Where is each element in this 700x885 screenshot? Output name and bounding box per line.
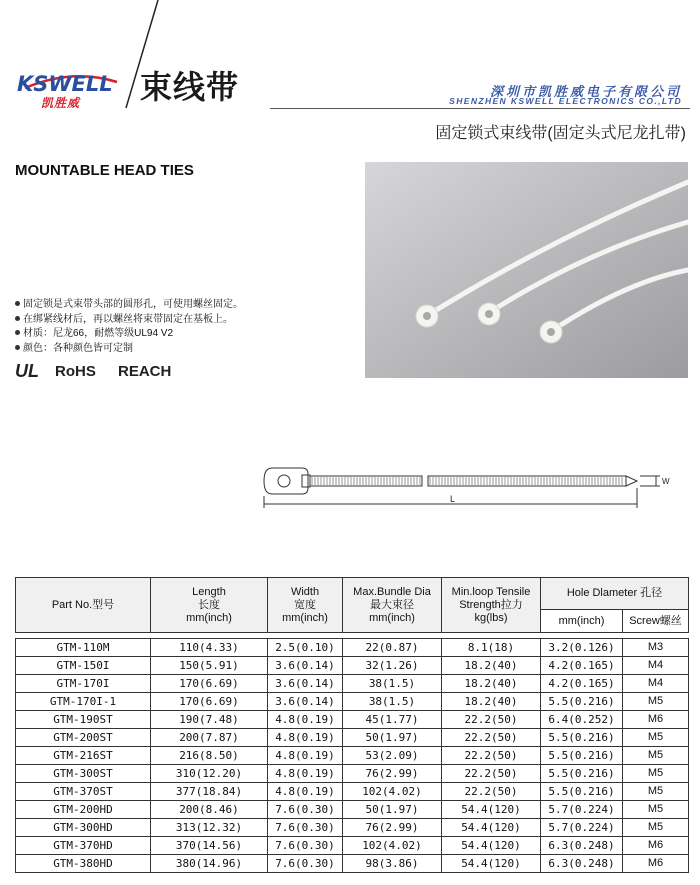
table-cell: 54.4(120): [442, 819, 541, 837]
logo-chinese-name: 凯胜威: [41, 96, 81, 110]
table-cell: 18.2(40): [442, 657, 541, 675]
table-cell: GTM-190ST: [16, 711, 151, 729]
header-part-no: Part No.型号: [16, 578, 151, 633]
table-cell: GTM-370HD: [16, 837, 151, 855]
rohs-mark: RoHS: [55, 363, 96, 380]
header-width: Width 宽度 mm(inch): [268, 578, 343, 633]
table-cell: M6: [623, 711, 689, 729]
table-row: [16, 819, 689, 837]
reach-mark: REACH: [118, 363, 172, 380]
table-cell: 22.2(50): [442, 765, 541, 783]
table-cell: GTM-370ST: [16, 783, 151, 801]
table-cell: 4.8(0.19): [268, 747, 343, 765]
table-row: [16, 711, 689, 729]
table-cell: 5.5(0.216): [541, 729, 623, 747]
table-cell: 377(18.84): [151, 783, 268, 801]
feature-list: [15, 298, 243, 356]
table-cell: M5: [623, 693, 689, 711]
table-cell: M5: [623, 747, 689, 765]
table-cell: 150(5.91): [151, 657, 268, 675]
table-cell: 32(1.26): [343, 657, 442, 675]
table-cell: 8.1(18): [442, 639, 541, 657]
table-cell: 4.8(0.19): [268, 765, 343, 783]
table-cell: 4.8(0.19): [268, 783, 343, 801]
logo-wordmark: KSWELL: [17, 72, 113, 96]
table-cell: 170(6.69): [151, 693, 268, 711]
table-row: [16, 837, 689, 855]
table-cell: 53(2.09): [343, 747, 442, 765]
table-cell: 50(1.97): [343, 801, 442, 819]
bullet-icon: [15, 345, 20, 350]
product-title: MOUNTABLE HEAD TIES: [15, 162, 194, 179]
page-title: 束线带: [140, 68, 240, 106]
product-photo: [365, 162, 688, 378]
table-row: [16, 855, 689, 873]
feature-item: 在绑紧线材后，再以螺丝将束带固定在基板上。: [15, 313, 243, 328]
table-cell: 380(14.96): [151, 855, 268, 873]
table-cell: 170(6.69): [151, 675, 268, 693]
header-hole-diameter: Hole Dlameter 孔径: [541, 578, 689, 610]
table-row: [16, 675, 689, 693]
table-row: [16, 747, 689, 765]
table-cell: 5.5(0.216): [541, 765, 623, 783]
table-cell: 5.5(0.216): [541, 783, 623, 801]
product-subtitle: 固定锁式束线带(固定头式尼龙扎带): [435, 125, 686, 142]
table-row: [16, 693, 689, 711]
dimension-w-label: W: [662, 477, 670, 486]
table-cell: 190(7.48): [151, 711, 268, 729]
table-cell: M3: [623, 639, 689, 657]
table-cell: 7.6(0.30): [268, 837, 343, 855]
bullet-icon: [15, 301, 20, 306]
table-cell: 5.7(0.224): [541, 819, 623, 837]
table-cell: 22(0.87): [343, 639, 442, 657]
ul-mark-icon: UL: [15, 361, 39, 381]
table-cell: M5: [623, 783, 689, 801]
table-cell: GTM-170I-1: [16, 693, 151, 711]
feature-item: 固定锁是式束带头部的圆形孔，可使用螺丝固定。: [15, 298, 243, 313]
table-cell: 6.3(0.248): [541, 837, 623, 855]
feature-item: 颜色：各种颜色皆可定制: [15, 342, 243, 357]
table-cell: 6.4(0.252): [541, 711, 623, 729]
spec-table: [15, 577, 689, 873]
table-row: [16, 783, 689, 801]
table-cell: 6.3(0.248): [541, 855, 623, 873]
table-cell: 200(7.87): [151, 729, 268, 747]
table-cell: M6: [623, 837, 689, 855]
table-cell: GTM-150I: [16, 657, 151, 675]
table-cell: 45(1.77): [343, 711, 442, 729]
table-cell: 3.6(0.14): [268, 693, 343, 711]
table-cell: 5.5(0.216): [541, 693, 623, 711]
table-cell: 54.4(120): [442, 855, 541, 873]
table-cell: M5: [623, 765, 689, 783]
table-cell: 76(2.99): [343, 819, 442, 837]
table-cell: 76(2.99): [343, 765, 442, 783]
table-cell: GTM-200ST: [16, 729, 151, 747]
table-row: [16, 639, 689, 657]
header-length: Length 长度 mm(inch): [151, 578, 268, 633]
table-cell: 110(4.33): [151, 639, 268, 657]
table-cell: 22.2(50): [442, 783, 541, 801]
page-header: [0, 0, 700, 142]
table-cell: 18.2(40): [442, 675, 541, 693]
table-cell: 54.4(120): [442, 837, 541, 855]
table-row: [16, 765, 689, 783]
table-cell: 98(3.86): [343, 855, 442, 873]
table-cell: 102(4.02): [343, 837, 442, 855]
table-cell: 22.2(50): [442, 729, 541, 747]
company-name-cn: 深圳市凯胜威电子有限公司: [489, 84, 682, 99]
table-cell: GTM-380HD: [16, 855, 151, 873]
table-cell: M4: [623, 657, 689, 675]
table-cell: 200(8.46): [151, 801, 268, 819]
table-cell: 22.2(50): [442, 747, 541, 765]
table-cell: M4: [623, 675, 689, 693]
table-cell: GTM-300HD: [16, 819, 151, 837]
table-cell: 5.5(0.216): [541, 747, 623, 765]
header-rule: [270, 108, 690, 109]
dimension-l-label: L: [450, 494, 456, 504]
table-cell: GTM-200HD: [16, 801, 151, 819]
header-bundle-dia: Max.Bundle Dia 最大束径 mm(inch): [343, 578, 442, 633]
table-cell: 2.5(0.10): [268, 639, 343, 657]
header-screw: Screw螺丝: [623, 610, 689, 633]
table-cell: 370(14.56): [151, 837, 268, 855]
table-row: [16, 657, 689, 675]
table-cell: M5: [623, 819, 689, 837]
table-cell: 216(8.50): [151, 747, 268, 765]
header-tensile: Min.loop Tensile Strength拉力 kg(lbs): [442, 578, 541, 633]
table-cell: 5.7(0.224): [541, 801, 623, 819]
table-cell: 102(4.02): [343, 783, 442, 801]
table-cell: 7.6(0.30): [268, 855, 343, 873]
table-cell: 18.2(40): [442, 693, 541, 711]
table-cell: GTM-300ST: [16, 765, 151, 783]
table-cell: 38(1.5): [343, 693, 442, 711]
cable-tie-drawing: [262, 460, 674, 520]
table-cell: M5: [623, 801, 689, 819]
table-cell: 4.2(0.165): [541, 657, 623, 675]
table-cell: 22.2(50): [442, 711, 541, 729]
spec-table-body: [16, 639, 689, 873]
table-cell: 38(1.5): [343, 675, 442, 693]
table-cell: 7.6(0.30): [268, 801, 343, 819]
table-cell: 4.2(0.165): [541, 675, 623, 693]
table-cell: 7.6(0.30): [268, 819, 343, 837]
table-row: [16, 801, 689, 819]
table-cell: 313(12.32): [151, 819, 268, 837]
table-cell: 4.8(0.19): [268, 711, 343, 729]
bullet-icon: [15, 330, 20, 335]
table-cell: GTM-216ST: [16, 747, 151, 765]
table-cell: GTM-170I: [16, 675, 151, 693]
table-cell: 54.4(120): [442, 801, 541, 819]
table-cell: 50(1.97): [343, 729, 442, 747]
table-cell: 3.6(0.14): [268, 675, 343, 693]
table-cell: M5: [623, 729, 689, 747]
company-name-en: SHENZHEN KSWELL ELECTRONICS CO.,LTD: [449, 96, 682, 106]
header-hole-mm: mm(inch): [541, 610, 623, 633]
spec-table-header: [16, 578, 689, 633]
feature-item: 材质：尼龙66，耐燃等级UL94 V2: [15, 327, 243, 342]
bullet-icon: [15, 316, 20, 321]
table-cell: 310(12.20): [151, 765, 268, 783]
table-cell: 4.8(0.19): [268, 729, 343, 747]
table-cell: M6: [623, 855, 689, 873]
table-cell: 3.6(0.14): [268, 657, 343, 675]
table-row: [16, 729, 689, 747]
table-cell: 3.2(0.126): [541, 639, 623, 657]
table-cell: GTM-110M: [16, 639, 151, 657]
